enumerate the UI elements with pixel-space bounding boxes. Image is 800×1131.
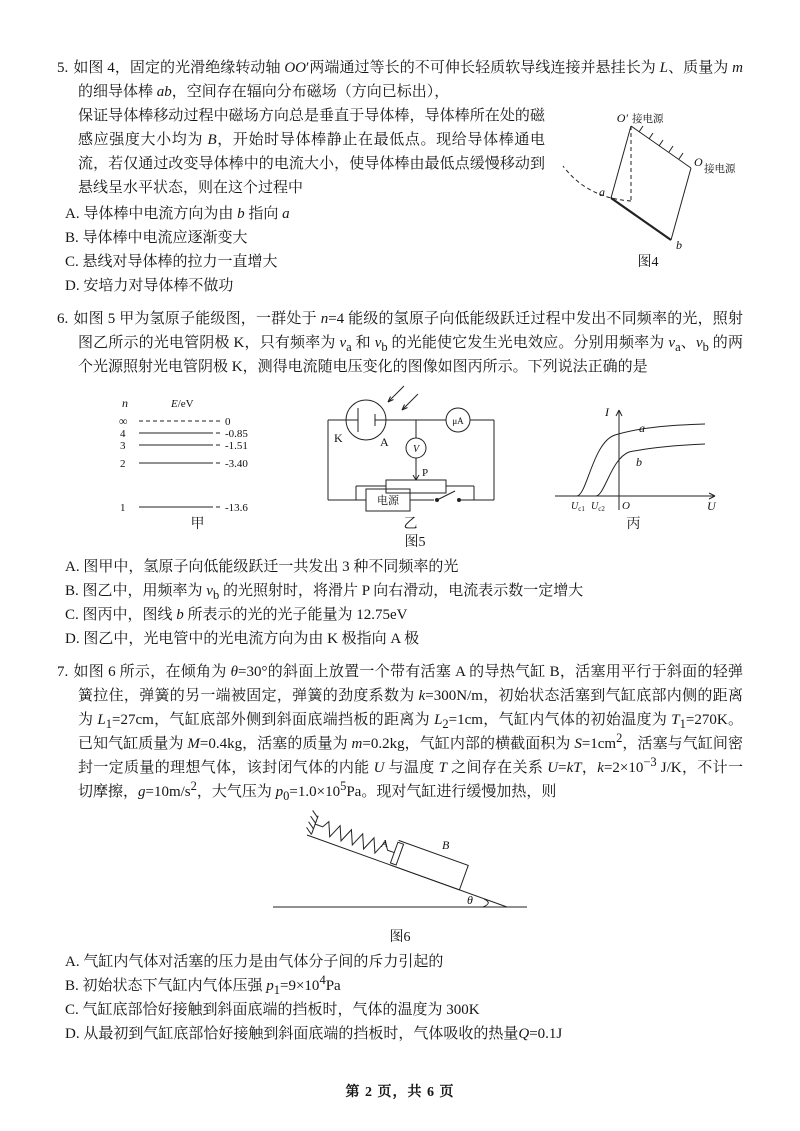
switch-contact [457, 498, 461, 502]
fig6-drawing [255, 809, 545, 921]
graph-origin-label: O [622, 500, 630, 512]
energy-level-e-2: -3.40 [225, 458, 248, 470]
fig6-caption: 图6 [389, 930, 411, 945]
fig6-cylinder [390, 840, 468, 890]
fig4-hatch-tick [669, 146, 673, 152]
q6-option-d: D. 图乙中，光电管中的光电流方向为由 K 极指向 A 极 [65, 631, 420, 647]
q5-stem [57, 56, 743, 104]
q7-number: 7. [57, 664, 69, 680]
q7-option-d: D. 从最初到气缸底部恰好接触到斜面底端的挡板时，气体吸收的热量Q=0.1J [65, 1026, 563, 1042]
q5-stem-text-1: 如图 4，固定的光滑绝缘转动轴 OO′两端通过等长的不可伸长轻质软导线连接并悬挂长为 L、质量为 m 的细导体棒 ab，空间存在辐向分布磁场（方向已标出）， [73, 60, 743, 100]
q5-option-b: B. 导体棒中电流应逐渐变大 [65, 230, 248, 246]
q7-option-a: A. 气缸内气体对活塞的压力是由气体分子间的斥力引起的 [65, 954, 444, 970]
fig5-circuit-diagram [308, 384, 513, 534]
fig4-hatch-tick [659, 140, 663, 146]
graph-curve-b [596, 444, 705, 496]
energy-n-header: n [122, 396, 128, 410]
question-6 [57, 307, 743, 651]
fig4-wire-oa [611, 126, 631, 198]
q5-option-a: A. 导体棒中电流方向为由 b 指向 a [65, 206, 290, 222]
light-ray [388, 386, 404, 402]
q7-options [57, 950, 743, 1046]
graph-uc1-label: $U_{c1}$ [571, 501, 585, 513]
graph-u-label: U [707, 499, 716, 513]
q6-stem-text: 如图 5 甲为氢原子能级图，一群处于 n=4 能级的氢原子向低能级跃迁过程中发出不同频率的光，照射图乙所示的光电管阴极 K，只有频率为 $\nu_a$ 和 $\nu_b$ 的光能使它发生光电效应。分别用频率为 $\nu_a$、$\nu_b$ 的两个光源照射光电管阴极 K，测得电流随电压变化的图像如图丙所示。下列说法正确的是 [73, 311, 743, 375]
q6-option-b: B. 图乙中，用频率为 $\nu_b$ 的光照射时，将滑片 P 向右滑动，电流表示数一定增大 [65, 583, 584, 602]
fig4-rod-ab [611, 198, 671, 240]
energy-level-n-inf: ∞ [119, 414, 128, 428]
q7-stem-text: 如图 6 所示，在倾角为 θ=30°的斜面上放置一个带有活塞 A 的导热气缸 B，活塞用平行于斜面的轻弹簧拉住，弹簧的另一端被固定，弹簧的劲度系数为 k=300N/m，初始状态活塞到气缸底部内侧的距离为 $L_1=27cm$，气缸底部外侧到斜面底端挡板的距离为 $L_2=1cm$，气缸内气体的初始温度为 $T_1=270K$。已知气缸质量为 M=0.4kg，活塞的质量为 m=0.2kg，气缸内部的横截面积为 $S=1cm^2$，活塞与气缸间密封一定质量的理想气体，该封闭气体的内能 U 与温度 T 之间存在关系 U=kT，$k=2\times 10^{-3}$ J/K，不计一切摩擦，$g=10m/s^2$，大气压为 $p_0=1.0\times 10^5Pa$。现对气缸进行缓慢加热，则 [73, 664, 743, 803]
fig4-drawing [553, 106, 743, 254]
fig4-axis-line [631, 126, 691, 168]
anode-a-label: A [380, 435, 389, 449]
fig6-piston-a-label: A [381, 838, 388, 850]
voltmeter-label: V [412, 444, 420, 455]
q6-options [57, 555, 743, 651]
battery-label: 电源 [377, 495, 399, 507]
q6-stem [57, 307, 743, 379]
microammeter-label: μA [452, 416, 464, 426]
energy-level-e-1: -13.6 [225, 502, 248, 514]
energy-level-n-3: 3 [120, 440, 126, 452]
fig4-a-label: a [599, 185, 605, 199]
graph-curve-a-label: a [639, 421, 645, 435]
fig4-o-prime-power-note: 接电源 [632, 114, 664, 125]
fig4-o-prime-label: O′ [616, 111, 628, 125]
fig4-hatch-tick [649, 133, 653, 139]
question-7 [57, 660, 743, 1046]
q6-number: 6. [57, 311, 69, 327]
fig5-graph-caption: 丙 [626, 517, 641, 532]
rheostat-box [386, 480, 446, 493]
fig4-caption: 图4 [637, 255, 659, 270]
graph-curve-b-label: b [636, 455, 642, 469]
fig5-caption: 图5 [404, 535, 426, 550]
q7-option-c: C. 气缸底部恰好接触到斜面底端的挡板时，气体的温度为 300K [65, 1002, 480, 1018]
light-ray [402, 394, 418, 410]
energy-e-header: E/eV [171, 398, 194, 410]
q6-option-c: C. 图丙中，图线 b 所表示的光的光子能量为 12.75eV [65, 607, 408, 623]
energy-level-n-2: 2 [120, 458, 126, 470]
fig5-circuit-svg [308, 384, 513, 516]
fig5-energy-caption: 甲 [190, 517, 205, 532]
fig5-circuit-caption: 乙 [403, 517, 418, 532]
fig4-b-label: b [676, 238, 682, 252]
fig6-piston [390, 842, 403, 865]
energy-level-e-4: -0.85 [225, 428, 248, 440]
energy-level-n-4: 4 [120, 428, 126, 440]
energy-level-e-inf: 0 [225, 416, 231, 428]
fig5-iu-graph [541, 398, 726, 534]
fig4-o-power-note: 接电源 [704, 164, 736, 175]
fig6-cylinder-b-label: B [442, 838, 450, 852]
q7-stem [57, 660, 743, 804]
graph-i-label: I [605, 405, 609, 419]
graph-uc2-label: $U_{c2}$ [591, 501, 605, 513]
q5-option-d: D. 安培力对导体棒不做功 [65, 278, 234, 294]
fig6-theta-label: θ [467, 893, 473, 907]
q5-option-c: C. 悬线对导体棒的拉力一直增大 [65, 254, 278, 270]
q5-number: 5. [57, 60, 69, 76]
figure-6 [57, 809, 743, 947]
energy-level-e-3: -1.51 [225, 440, 248, 452]
energy-level-n-1: 1 [120, 502, 126, 514]
cathode-k-label: K [334, 431, 343, 445]
figure-4 [553, 106, 743, 272]
slider-p-label: P [422, 467, 429, 479]
fig5-graph-svg [541, 398, 726, 516]
fig4-wire-ob [671, 168, 691, 240]
fig4-hatch-tick [639, 126, 643, 132]
fig5-energy-diagram [115, 394, 280, 534]
page-footer: 第 2 页，共 6 页 [345, 1085, 455, 1100]
figure-5 [115, 384, 715, 552]
fig4-o-label: O [694, 155, 703, 169]
q5-stem-text-2: 保证导体棒移动过程中磁场方向总是垂直于导体棒，导体棒所在处的磁感应强度大小均为 B，开始时导体棒静止在最低点。现给导体棒通电流，若仅通过改变导体棒中的电流大小，使导体棒由最低点缓慢移动到悬线呈水平状态，则在这个过程中 [78, 108, 545, 196]
question-5 [57, 56, 743, 298]
fig4-hatch-tick [679, 153, 683, 159]
q7-option-b: B. 初始状态下气缸内气体压强 $p_1=9\times 10^4Pa$ [65, 973, 341, 997]
fig5-energy-svg [115, 394, 280, 516]
q6-option-a: A. 图甲中，氢原子向低能级跃迁一共发出 3 种不同频率的光 [65, 559, 459, 575]
fig4-trajectory-arc [563, 166, 631, 201]
